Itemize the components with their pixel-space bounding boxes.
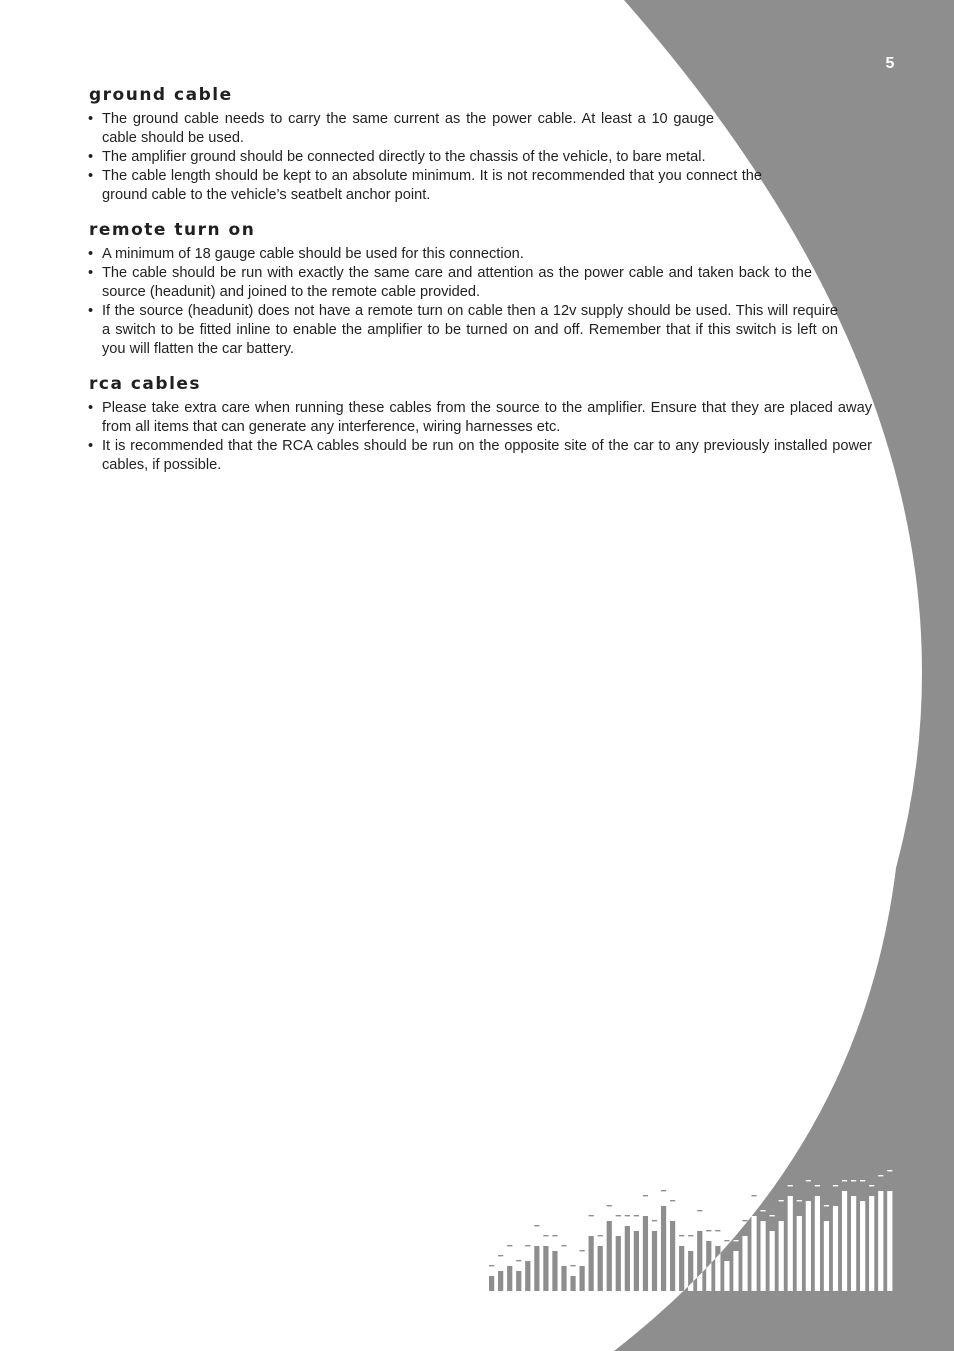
equalizer-bar [770, 1231, 775, 1291]
equalizer-bar [534, 1246, 539, 1291]
equalizer-bar [643, 1216, 648, 1291]
section-heading: ground cable [89, 85, 233, 105]
equalizer-bar [552, 1251, 557, 1291]
equalizer-peak [715, 1230, 720, 1231]
equalizer-peak [751, 1195, 756, 1196]
equalizer-peak [670, 1200, 675, 1201]
equalizer-bar [498, 1271, 503, 1291]
equalizer-peak [688, 1235, 693, 1236]
equalizer-bar [733, 1251, 738, 1291]
bullet-item: • The cable should be run with exactly the same care and attention as the power cable and taken back to the source (headunit) and joined to the remote cable provided. [88, 264, 812, 302]
equalizer-peak [815, 1185, 820, 1186]
equalizer-peak [643, 1195, 648, 1196]
equalizer-peak [489, 1265, 494, 1266]
equalizer-peak [833, 1185, 838, 1186]
equalizer-peak [869, 1185, 874, 1186]
equalizer-bar [489, 1276, 494, 1291]
equalizer-peak [742, 1220, 747, 1221]
equalizer-peak [724, 1240, 729, 1241]
equalizer-bar [788, 1196, 793, 1291]
equalizer-bar [751, 1216, 756, 1291]
equalizer-peak [779, 1200, 784, 1201]
equalizer-bar [598, 1246, 603, 1291]
bullet-item: • The cable length should be kept to an absolute minimum. It is not recommended that you connect the ground cable to the vehicle’s seatbelt anchor point. [88, 167, 762, 205]
equalizer-bar [625, 1226, 630, 1291]
equalizer-bar [507, 1266, 512, 1291]
equalizer-peak [797, 1200, 802, 1201]
equalizer-bar [516, 1271, 521, 1291]
bullet-item: • The ground cable needs to carry the same current as the power cable. At least a 10 gauge cable should be used. [88, 110, 714, 148]
bullet-item: • The amplifier ground should be connected directly to the chassis of the vehicle, to bare metal. [88, 148, 742, 167]
equalizer-peak [543, 1235, 548, 1236]
equalizer-bar [670, 1221, 675, 1291]
equalizer-bar [851, 1196, 856, 1291]
section-heading: rca cables [89, 374, 202, 394]
equalizer-bar [806, 1201, 811, 1291]
equalizer-peak [625, 1215, 630, 1216]
equalizer-peak [788, 1185, 793, 1186]
page-number: 5 [885, 55, 895, 72]
equalizer-bar [580, 1266, 585, 1291]
section-remote-turn-on [88, 219, 858, 359]
equalizer-bar [815, 1196, 820, 1291]
equalizer-peak [679, 1235, 684, 1236]
equalizer-bar [860, 1201, 865, 1291]
equalizer-bar [661, 1206, 666, 1291]
equalizer-bar [616, 1236, 621, 1291]
equalizer-peak [607, 1205, 612, 1206]
equalizer-peak [552, 1235, 557, 1236]
equalizer-peak [770, 1215, 775, 1216]
equalizer-bar [869, 1196, 874, 1291]
equalizer-peak [516, 1260, 521, 1261]
equalizer-bar [525, 1261, 530, 1291]
equalizer-bar [543, 1246, 548, 1291]
bullet-item: • Please take extra care when running these cables from the source to the amplifier. Ensure that they are placed away from all items that can generate any interference, wiring harnesses etc. [88, 399, 872, 437]
equalizer-peak [878, 1175, 883, 1176]
bullet-item: • If the source (headunit) does not have a remote turn on cable then a 12v supply should be used. This will require a switch to be fitted inline to enable the amplifier to be turned on and off. Remember that if this switch is left on you will flatten the car battery. [88, 302, 838, 359]
equalizer-bar [742, 1236, 747, 1291]
equalizer-bar [679, 1246, 684, 1291]
equalizer-bar [589, 1236, 594, 1291]
bullet-list [88, 110, 858, 205]
equalizer-peak [598, 1235, 603, 1236]
bullet-list [88, 399, 872, 475]
equalizer-peak [570, 1265, 575, 1266]
equalizer-peak [761, 1210, 766, 1211]
bullet-list [88, 245, 858, 359]
equalizer-peak [824, 1205, 829, 1206]
equalizer-peak [561, 1245, 566, 1246]
bullet-item: • A minimum of 18 gauge cable should be used for this connection. [88, 245, 812, 264]
equalizer-peak [580, 1250, 585, 1251]
equalizer-peak [634, 1215, 639, 1216]
equalizer-peak [842, 1180, 847, 1181]
section-heading: remote turn on [89, 220, 256, 240]
equalizer-peak [851, 1180, 856, 1181]
equalizer-peak [616, 1215, 621, 1216]
equalizer-bar [842, 1191, 847, 1291]
equalizer-bar [761, 1221, 766, 1291]
bullet-item: • It is recommended that the RCA cables should be run on the opposite site of the car to any previously installed power cables, if possible. [88, 437, 872, 475]
equalizer-peak [733, 1240, 738, 1241]
equalizer-peak [806, 1180, 811, 1181]
equalizer-bar [833, 1206, 838, 1291]
equalizer-peak [525, 1245, 530, 1246]
section-ground-cable [88, 84, 858, 205]
equalizer-bar [607, 1221, 612, 1291]
equalizer-bar [887, 1191, 892, 1291]
equalizer-peak [706, 1230, 711, 1231]
equalizer-bar [561, 1266, 566, 1291]
equalizer-bar [797, 1216, 802, 1291]
equalizer-bar [824, 1221, 829, 1291]
section-rca-cables [88, 373, 872, 475]
equalizer-bar [779, 1221, 784, 1291]
equalizer-peak [652, 1220, 657, 1221]
equalizer-peak [887, 1170, 892, 1171]
document-body [88, 84, 872, 489]
equalizer-peak [498, 1255, 503, 1256]
equalizer-peak [589, 1215, 594, 1216]
equalizer-peak [860, 1180, 865, 1181]
equalizer-bar [570, 1276, 575, 1291]
equalizer-peak [534, 1225, 539, 1226]
equalizer-bar [634, 1231, 639, 1291]
equalizer-bar [878, 1191, 883, 1291]
equalizer-peak [697, 1210, 702, 1211]
equalizer-peak [507, 1245, 512, 1246]
equalizer-peak [661, 1190, 666, 1191]
equalizer-bar [724, 1261, 729, 1291]
equalizer-bar [652, 1231, 657, 1291]
